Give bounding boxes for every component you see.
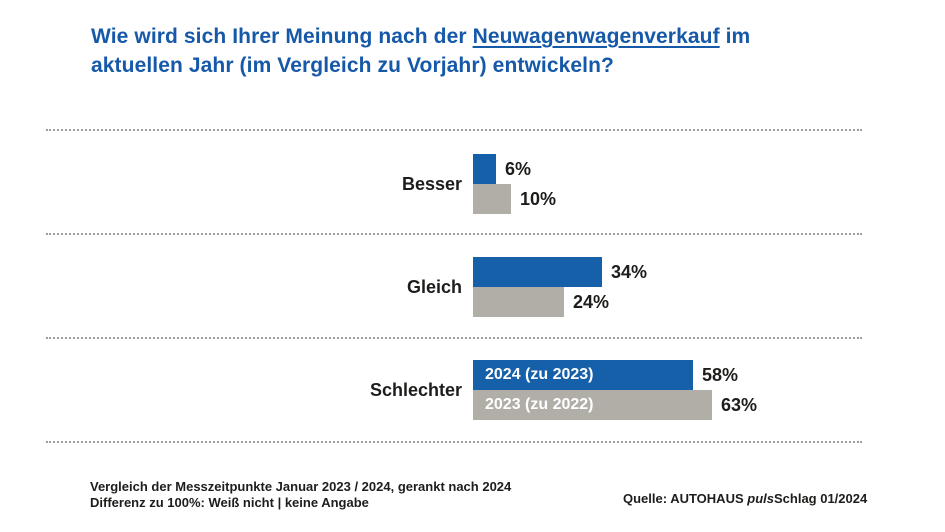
category-label: Besser (401, 173, 462, 194)
series-label: 2024 (zu 2023) (485, 366, 594, 383)
title-line1-post: im (719, 25, 751, 48)
footnote (90, 479, 511, 511)
bar-row (473, 184, 556, 214)
category-label: Schlechter (369, 379, 462, 400)
bar-2024 (473, 154, 496, 184)
footnote-line2: Differenz zu 100%: Weiß nicht | keine Angabe (90, 495, 369, 510)
bar-row (473, 390, 757, 420)
source-italic: puls (747, 491, 774, 506)
bars-stack (473, 257, 647, 317)
bar-2023 (473, 287, 564, 317)
value-label: 58% (702, 364, 739, 385)
bar-group-besser (0, 154, 945, 214)
bars-stack (473, 154, 556, 214)
series-label: 2023 (zu 2022) (485, 396, 594, 413)
bar-row (473, 360, 757, 390)
title-line1-pre: Wie wird sich Ihrer Meinung nach der (91, 25, 473, 48)
value-label: 6% (505, 158, 532, 179)
bar-2023 (473, 390, 712, 420)
title-underlined-term: Neuwagenwagenverkauf (472, 25, 720, 48)
bar-group-schlechter (0, 360, 945, 420)
title-line2: aktuellen Jahr (im Vergleich zu Vorjahr) entwickeln? (91, 54, 614, 77)
source-prefix: Quelle: AUTOHAUS (623, 491, 748, 506)
bars-stack (473, 360, 757, 420)
bar-2023 (473, 184, 511, 214)
bar-2024 (473, 360, 693, 390)
value-label: 34% (611, 261, 648, 282)
source-suffix: Schlag 01/2024 (773, 491, 868, 506)
footnote-line1: Vergleich der Messzeitpunkte Januar 2023 / 2024, gerankt nach 2024 (90, 479, 512, 494)
bar-group-gleich (0, 257, 945, 317)
category-label: Gleich (406, 276, 462, 297)
bar-2024 (473, 257, 602, 287)
source-credit (623, 491, 867, 506)
bar-row (473, 257, 647, 287)
value-label: 24% (573, 291, 610, 312)
value-label: 10% (520, 188, 557, 209)
bar-row (473, 154, 556, 184)
value-label: 63% (721, 394, 758, 415)
bar-row (473, 287, 647, 317)
